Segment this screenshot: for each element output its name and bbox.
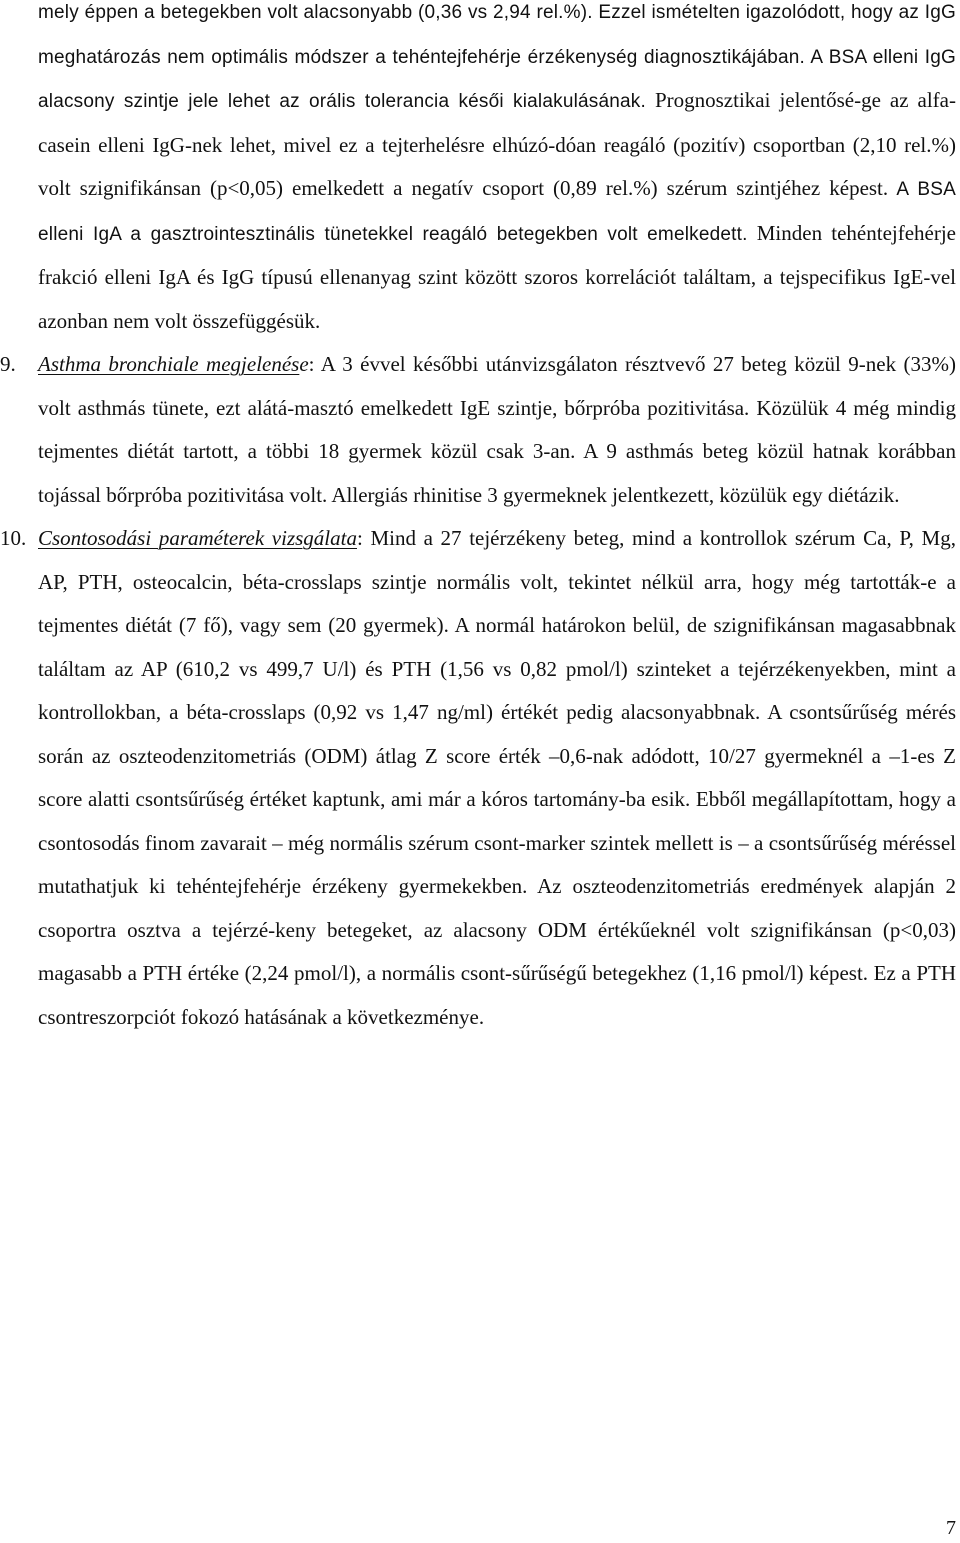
paragraph-text-part-1: mely éppen a betegekben volt alacsonyabb (0,36 vs 2,94 rel.%). Ezzel ismételten igazolódott, hogy az IgG meghatározás nem optimális módszer a tehéntejfehérje érzékenység diagnosztikájában. A BSA elleni IgG alacsony szintje jele lehet az orális tolerancia késői kialakulásának. [38,2,956,112]
paragraph-text-part-2: Prognosztikai jelentősé-ge az alfa-casein elleni IgG-nek lehet, mivel ez a tejterhelésre elhúzó-dóan reagáló (pozitív) csoportban (2,10 rel.%) volt szignifikánsan (p<0,05) emelkedett a negatív csoport (0,89 rel.%) szérum szintjéhez képest. [38,88,956,200]
item-body: A 3 évvel későbbi utánvizsgálaton résztvevő 27 beteg közül 9-nek (33%) volt asthmás tünete, ezt alátá-masztó emelkedett IgE szintje, bőrpróba pozitivitása. Közülük 4 még mindig tejmentes diétát tartott, a többi 18 gyermek közül csak 3-an. A 9 asthmás beteg közül hatnak korábban tojással bőrpróba pozitivitása volt. Allergiás rhinitise 3 gyermeknek jelentkezett, közülük egy diétázik. [38,352,956,507]
list-item-9 [0,343,956,517]
item-heading-text: Asthma bronchiale megjelenés [38,352,300,376]
item-body: Mind a 27 tejérzékeny beteg, mind a kontrollok szérum Ca, P, Mg, AP, PTH, osteocalcin, béta-crosslaps szintje normális volt, tekintet nélkül arra, hogy még tartották-e a tejmentes diétát (7 fő), vagy sem (20 gyermek). A normál határokon belül, de szignifikánsan magasabbnak találtam az AP (610,2 vs 499,7 U/l) és PTH (1,56 vs 0,82 pmol/l) szinteket a tejérzékenyekben, mint a kontrollokban, a béta-crosslaps (0,92 vs 1,47 ng/ml) értékét pedig alacsonyabbnak. A csontsűrűség mérés során az oszteodenzitometriás (ODM) átlag Z score érték –0,6-nak adódott, 10/27 gyermeknél a –1-es Z score alatti csontsűrűség értéket kaptunk, ami már a kóros tartomány-ba esik. Ebből megállapítottam, hogy a csontosodás finom zavarait – még normális szérum csont-marker szintek mellett is – a csontsűrűség méréssel mutathatjuk ki tehéntejfehérje érzékeny gyermekekben. Az oszteodenzitometriás eredmények alapján 2 csoportra osztva a tejérzé-keny betegeket, az alacsony ODM értékűeknél volt szignifikánsan (p<0,03) magasabb a PTH értéke (2,24 pmol/l), a normális csont-sűrűségű betegekhez (1,16 pmol/l) képest. Ez a PTH csontreszorpciót fokozó hatásának a következménye. [38,526,956,1029]
item-heading [38,352,309,376]
list-item-number: 10. [0,526,27,550]
list-item-number: 9. [0,352,16,376]
list-item-10 [0,517,956,1039]
paragraph-text-part-3: A BSA elleni IgA a gasztrointesztinális tünetekkel reagáló betegekben volt emelkedett. [38,179,956,245]
item-heading-colon: : [356,526,363,550]
item-heading-colon: : [308,352,315,376]
page-number: 7 [946,1517,956,1539]
item-heading: Csontosodási paraméterek vizsgálata [38,526,357,550]
item-heading-suffix: e [299,352,309,376]
paragraph-text-part-4: Minden tehéntejfehérje frakció elleni IgA és IgG típusú ellenanyag szint között szoros korrelációt találtam, a tejspecifikus IgE-vel azonban nem volt összefüggésük. [38,220,957,333]
results-paragraph [38,0,956,343]
